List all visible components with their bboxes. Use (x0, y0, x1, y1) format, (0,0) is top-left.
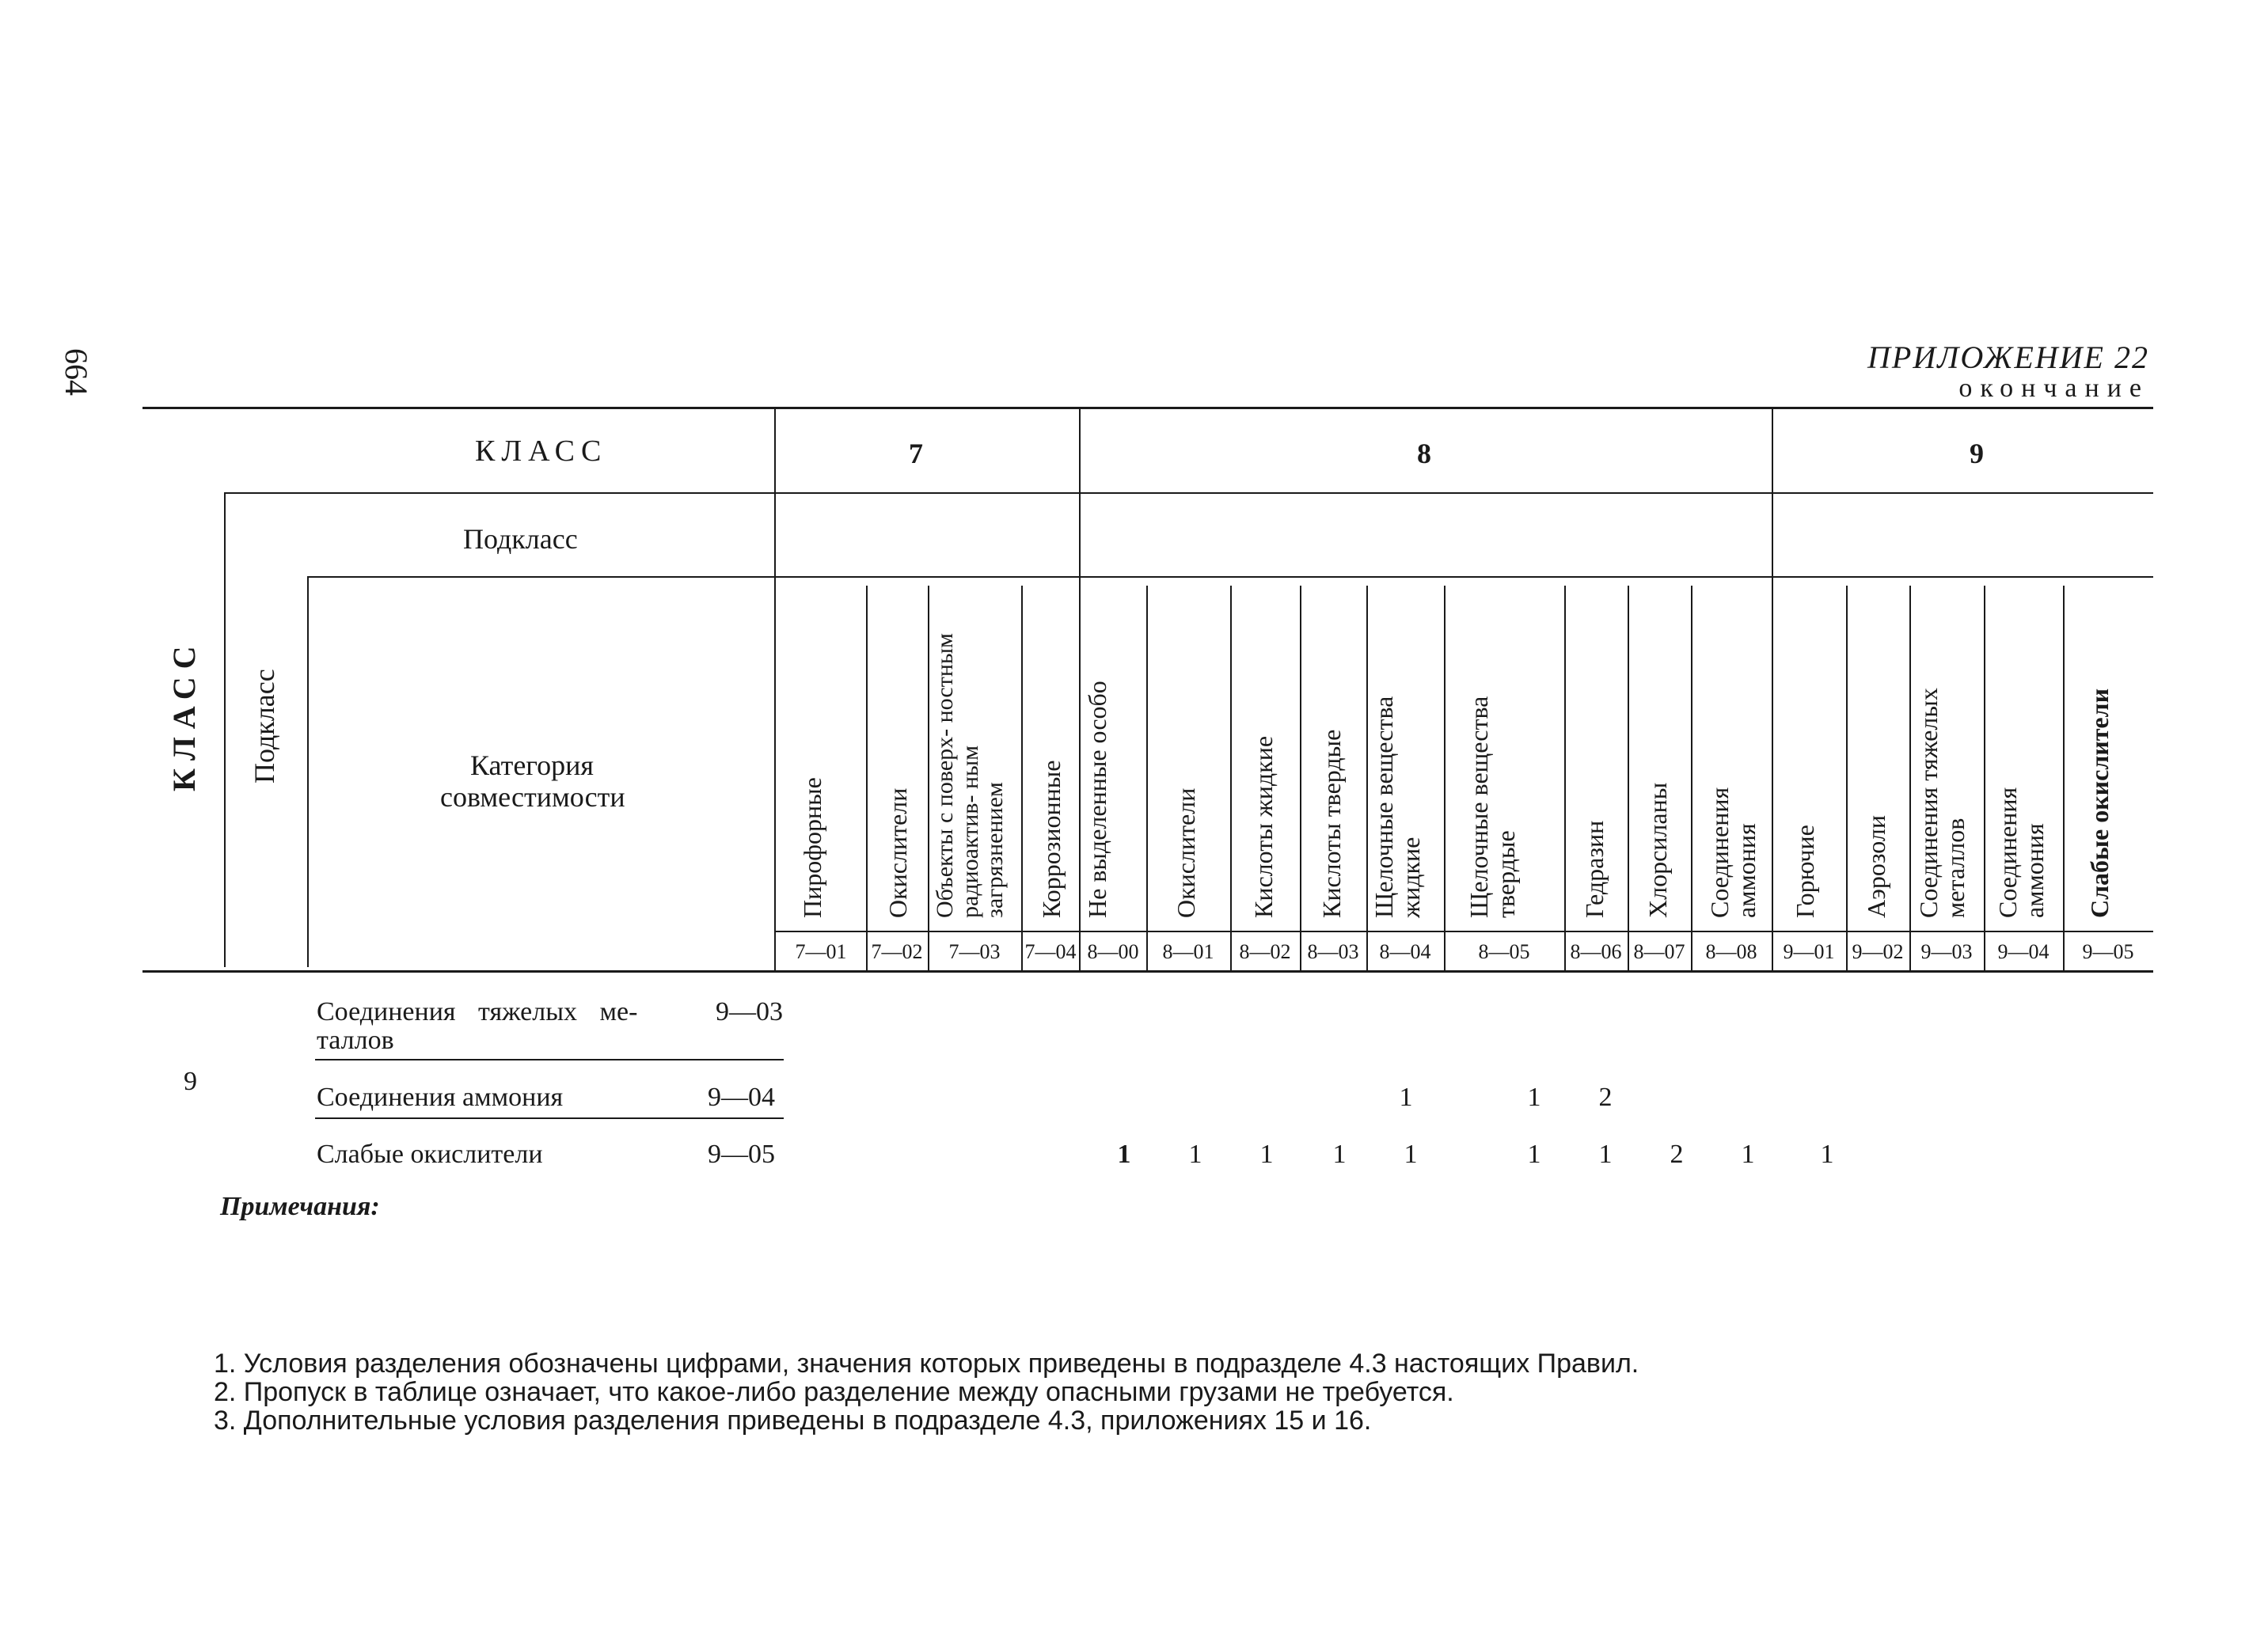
vline-group-9 (1772, 407, 1773, 970)
row-code: 9—03 (716, 997, 783, 1026)
col-divider (1146, 586, 1148, 970)
column-label: Объекты с поверх- ностным радиоактив- ным загрязнением (932, 632, 1008, 918)
column-code: 8—04 (1379, 940, 1431, 963)
column-label: Коррозионные (1037, 760, 1066, 918)
row-label-cont: таллов (317, 1026, 394, 1055)
col-divider (1691, 586, 1692, 970)
column-code: 8—00 (1087, 940, 1139, 963)
column-code: 9—04 (1997, 940, 2050, 963)
code-row-rule (776, 931, 2153, 932)
row-label: Соединения тяжелых ме- (317, 997, 638, 1026)
subclass-label: Подкласс (463, 523, 578, 555)
column-label: Пирофорные (798, 777, 826, 918)
vline-cat (774, 407, 776, 970)
class-row-rule (776, 492, 2153, 494)
row-rule (315, 1117, 784, 1119)
class-group-7: 7 (909, 438, 923, 469)
row-rule (315, 1059, 784, 1060)
column-label: Гедразин (1580, 820, 1609, 918)
subclass-row-rule-left (309, 576, 776, 578)
col-divider (1628, 586, 1629, 970)
cell-value: 1 (1332, 1140, 1347, 1169)
class-row-rule-left (226, 492, 776, 494)
column-label: Соединения аммония (1705, 787, 1761, 918)
note-item: 1. Условия разделения обозначены цифрами, значения которых приведены в подразделе 4.3 настоящих Правил. (214, 1349, 1639, 1379)
note-item: 2. Пропуск в таблице означает, что какое-либо разделение между опасными грузами не требуется. (214, 1377, 1454, 1407)
col-divider (1230, 586, 1232, 970)
appendix-title: ПРИЛОЖЕНИЕ 22 (1867, 340, 2149, 375)
col-divider (1021, 586, 1023, 970)
appendix-subtitle: окончание (1958, 374, 2149, 403)
vline-subclass (307, 576, 309, 967)
cell-value: 1 (1527, 1140, 1541, 1169)
col-divider (1444, 586, 1446, 970)
header-bottom-rule (142, 970, 2153, 973)
cell-value: 1 (1117, 1140, 1131, 1169)
column-code: 9—01 (1783, 940, 1835, 963)
row-label: Слабые окислители (317, 1140, 543, 1169)
vline-group-8 (1079, 407, 1081, 970)
column-label: Кислоты твердые (1317, 729, 1346, 918)
column-label: Аэрозоли (1862, 815, 1890, 918)
column-label: Горючие (1791, 825, 1819, 918)
cell-value: 1 (1598, 1140, 1613, 1169)
column-code: 7—01 (795, 940, 847, 963)
col-divider (1300, 586, 1301, 970)
column-code: 9—02 (1852, 940, 1904, 963)
page-number: 664 (59, 348, 94, 396)
note-item: 3. Дополнительные условия разделения приведены в подразделе 4.3, приложениях 15 и 16. (214, 1406, 1372, 1436)
column-label: Не выделенные особо (1083, 681, 1111, 918)
column-label: Кислоты жидкие (1249, 735, 1278, 918)
column-code: 7—04 (1024, 940, 1077, 963)
column-code: 8—05 (1478, 940, 1530, 963)
class-group-8: 8 (1417, 438, 1431, 469)
row-code: 9—05 (708, 1140, 775, 1169)
cell-value: 1 (1527, 1083, 1541, 1112)
col-divider (1366, 586, 1368, 970)
row-label: Соединения аммония (317, 1083, 564, 1112)
cell-value: 2 (1598, 1083, 1613, 1112)
cell-value: 2 (1670, 1140, 1684, 1169)
category-label-line1: Категория (470, 749, 594, 781)
class-label: КЛАСС (475, 434, 608, 468)
column-code: 8—02 (1239, 940, 1291, 963)
col-divider (2063, 586, 2065, 970)
column-code: 8—06 (1570, 940, 1622, 963)
column-code: 7—03 (948, 940, 1001, 963)
col-divider (928, 586, 929, 970)
side-class-label: КЛАСС (166, 638, 202, 791)
cell-value: 1 (1404, 1140, 1418, 1169)
class-group-9: 9 (1970, 438, 1984, 469)
table-top-rule (142, 407, 2153, 409)
column-code: 8—03 (1307, 940, 1359, 963)
col-divider (866, 586, 868, 970)
cell-value: 1 (1259, 1140, 1274, 1169)
subclass-row-rule (776, 576, 2153, 578)
category-label-line2: совместимости (440, 781, 625, 813)
col-divider (1984, 586, 1985, 970)
cell-value: 1 (1741, 1140, 1755, 1169)
body-class-value: 9 (184, 1067, 197, 1096)
col-divider (1909, 586, 1911, 970)
vline-class (224, 492, 226, 967)
cell-value: 1 (1399, 1083, 1413, 1112)
col-divider (1564, 586, 1566, 970)
cell-value: 1 (1820, 1140, 1834, 1169)
column-label: Хлорсиланы (1643, 782, 1672, 918)
column-code: 8—07 (1633, 940, 1685, 963)
cell-value: 1 (1188, 1140, 1202, 1169)
row-code: 9—04 (708, 1083, 775, 1112)
column-code: 8—01 (1162, 940, 1214, 963)
column-code: 8—08 (1705, 940, 1757, 963)
column-label: Слабые окислители (2085, 688, 2114, 918)
column-code: 9—03 (1920, 940, 1973, 963)
column-code: 7—02 (871, 940, 923, 963)
column-label: Окислители (1172, 787, 1200, 918)
column-label: Окислители (883, 787, 912, 918)
column-label: Щелочные вещества жидкие (1370, 696, 1425, 918)
notes-title: Примечания: (220, 1192, 380, 1221)
side-subclass-label: Подкласс (249, 669, 280, 783)
column-label: Соединения тяжелых металлов (1914, 688, 1970, 918)
col-divider (1846, 586, 1848, 970)
column-code: 9—05 (2082, 940, 2134, 963)
column-label: Щелочные вещества твердые (1465, 696, 1520, 918)
column-label: Соединения аммония (1993, 787, 2049, 918)
